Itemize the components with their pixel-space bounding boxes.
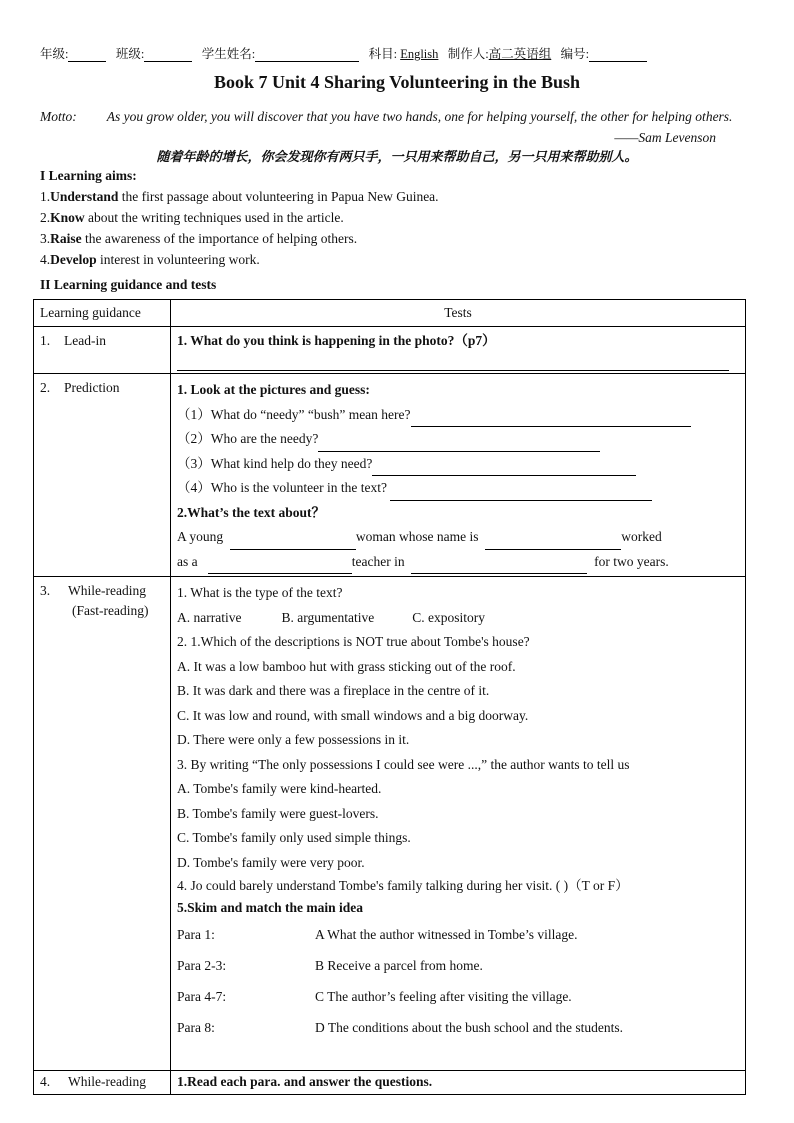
grade-blank[interactable]	[68, 49, 106, 62]
match-item: Para 8: D The conditions about the bush school and the students.	[177, 1020, 623, 1035]
answer-line[interactable]	[208, 559, 352, 574]
number-blank[interactable]	[589, 49, 647, 62]
fast-q1-options: A. narrative B. argumentative C. expository	[177, 609, 485, 625]
table-row	[34, 327, 746, 374]
answer-line[interactable]	[230, 535, 356, 550]
fast-q4: 4. Jo could barely understand Tombe's family talking during her visit. ( )（T or F）	[177, 878, 629, 893]
fast-q3-option: A. Tombe's family were kind-hearted.	[177, 781, 382, 796]
class-label: 班级:	[115, 47, 145, 61]
guidance-heading: II Learning guidance and tests	[40, 277, 217, 292]
row-label: 3. While-reading (Fast-reading)	[40, 583, 149, 618]
page-title: Book 7 Unit 4 Sharing Volunteering in the Bush	[213, 72, 581, 92]
row-label: 4. While-reading	[40, 1074, 146, 1089]
student-name-blank[interactable]	[255, 49, 359, 62]
motto-author: ——Sam Levenson	[614, 130, 716, 145]
prediction-q4: （4）Who is the volunteer in the text?	[177, 476, 739, 501]
fast-q3-option: C. Tombe's family only used simple things.	[177, 830, 411, 845]
match-list	[177, 919, 739, 1043]
row-label: 2. Prediction	[40, 380, 120, 395]
fast-q3-option: B. Tombe's family were guest-lovers.	[177, 805, 379, 821]
prediction-sentence2: as a teacher in for two years.	[177, 550, 739, 575]
fast-q1: 1. What is the type of the text?	[177, 585, 343, 600]
prediction-heading2: 2.What’s the text about？	[177, 504, 325, 520]
answer-line[interactable]	[411, 412, 691, 427]
maker-value: 高二英语组	[488, 47, 552, 61]
fast-q2: 2. 1.Which of the descriptions is NOT true about Tombe's house?	[177, 634, 530, 649]
table-row	[34, 577, 746, 1071]
motto-label: Motto:	[40, 109, 77, 124]
table-header-row	[34, 300, 746, 327]
aim-item: 1.Understand the first passage about volunteering in Papua New Guinea.	[40, 189, 439, 204]
row-label: 1. Lead-in	[40, 333, 106, 348]
col1-header: Learning guidance	[40, 305, 141, 320]
fast-q3: 3. By writing “The only possessions I could see were ...,” the author wants to tell us	[177, 756, 630, 772]
fast-q2-option: C. It was low and round, with small windows and a big doorway.	[177, 707, 529, 723]
answer-line[interactable]	[177, 364, 729, 371]
document-header	[40, 44, 752, 62]
subject-label: 科目:	[368, 47, 398, 61]
class-blank[interactable]	[144, 49, 192, 62]
aim-item: 4.Develop interest in volunteering work.	[40, 252, 260, 267]
answer-line[interactable]	[318, 437, 600, 452]
detail-question: 1.Read each para. and answer the questions.	[177, 1074, 433, 1089]
match-item: Para 1: A What the author witnessed in Tombe’s village.	[177, 927, 578, 942]
fast-q3-option: D. Tombe's family were very poor.	[177, 854, 365, 870]
prediction-q3: （3）What kind help do they need?	[177, 452, 739, 477]
fast-q2-option: D. There were only a few possessions in it.	[177, 732, 410, 747]
prediction-sentence1: A young woman whose name is worked	[177, 525, 739, 550]
table-row	[34, 374, 746, 577]
leadin-question: 1. What do you think is happening in the photo?（p7）	[177, 333, 496, 348]
answer-line[interactable]	[390, 486, 652, 501]
aim-item: 3.Raise the awareness of the importance of helping others.	[40, 231, 358, 246]
prediction-q1: （1）What do “needy” “bush” mean here?	[177, 403, 739, 428]
prediction-heading: 1. Look at the pictures and guess:	[177, 382, 370, 397]
col2-header: Tests	[444, 305, 472, 320]
fast-q2-option: A. It was a low bamboo hut with grass sticking out of the roof.	[177, 658, 516, 674]
answer-line[interactable]	[372, 461, 636, 476]
motto-text: As you grow older, you will discover that you have two hands, one for helping yourself, the other for helping others.	[106, 109, 733, 124]
grade-label: 年级:	[40, 47, 69, 61]
guidance-table	[33, 299, 746, 1095]
table-row	[34, 1071, 746, 1095]
match-item: Para 2-3: B Receive a parcel from home.	[177, 958, 483, 973]
motto	[40, 106, 756, 145]
aim-item: 2.Know about the writing techniques used in the article.	[40, 210, 344, 225]
number-label: 编号:	[560, 47, 590, 61]
fast-q2-option: B. It was dark and there was a fireplace in the centre of it.	[177, 683, 490, 698]
maker-label: 制作人:	[447, 47, 489, 61]
match-item: Para 4-7: C The author’s feeling after visiting the village.	[177, 989, 572, 1004]
prediction-q2: （2）Who are the needy?	[177, 427, 739, 452]
motto-chinese: 随着年龄的增长，你会发现你有两只手，一只用来帮助自己，另一只用来帮助别人。	[156, 149, 638, 164]
subject-value: English	[400, 47, 439, 61]
aims-heading: I Learning aims:	[40, 168, 137, 183]
answer-line[interactable]	[485, 535, 621, 550]
student-name-label: 学生姓名:	[201, 47, 256, 61]
answer-line[interactable]	[411, 559, 587, 574]
fast-q5: 5.Skim and match the main idea	[177, 900, 364, 915]
